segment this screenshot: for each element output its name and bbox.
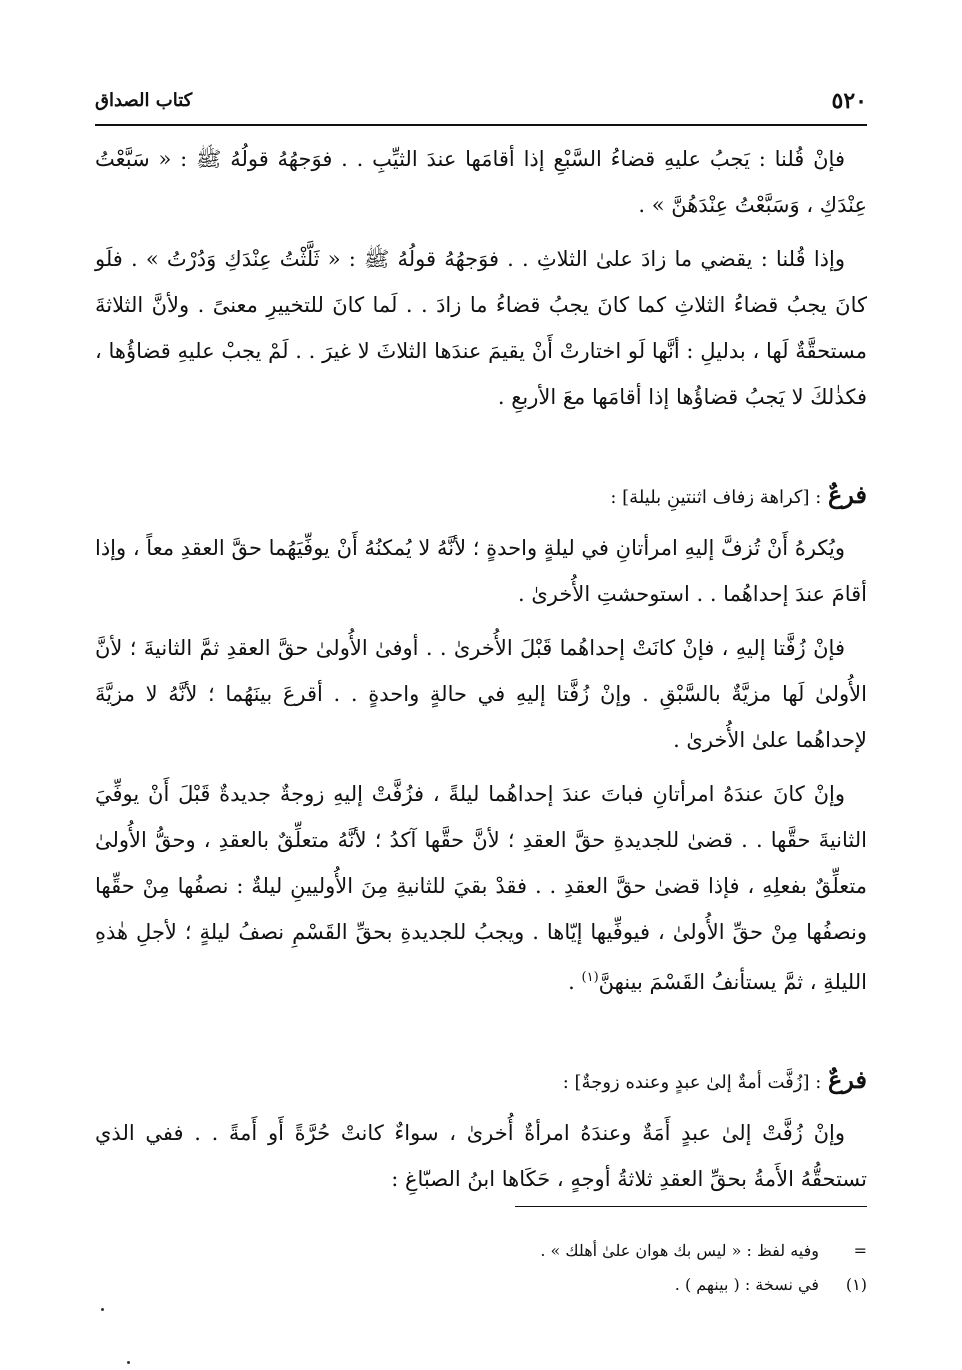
footnote-item — [95, 1234, 867, 1268]
paragraph-2: وإذا قُلنا : يقضي ما زادَ علىٰ الثلاثِ . . فوَجهُهُ قولُهُ ﷺ : « ثَلَّثْتُ عِنْدَكِ وَدُرْتُ » . فلَو كانَ يجبُ قضاءُ الثلاثِ كما كانَ يجبُ قضاءُ ما زادَ . . لَما كانَ للتخييرِ معنىً . ولأنَّ الثلاثةَ مستحقَّةٌ لَها ، بدليلِ : أنَّها لَو اختارتْ أَنْ يقيمَ عندَها الثلاثَ لا غيرَ . . لَمْ يجبْ عليهِ قضاؤُها ، فكذٰلكَ لا يَجبُ قضاؤُها إذا أقامَها معَ الأربعِ . — [95, 247, 867, 409]
footnote-item — [95, 1268, 867, 1302]
scan-speck — [101, 1308, 104, 1311]
far-label: فرعٌ — [827, 1065, 867, 1094]
footnote-text: في نسخة : ( بينهم ) . — [674, 1275, 819, 1294]
footnote-mark: (١) — [845, 1275, 867, 1294]
footnote-ref: (١) — [581, 970, 599, 985]
paragraph-3: ويُكرهُ أَنْ تُزفَّ إليهِ امرأتانِ في ليلةٍ واحدةٍ ؛ لأنَّهُ لا يُمكنُهُ أَنْ يوفِّيَهُما حقَّ العقدِ معاً ، وإذا أقامَ عندَ إحداهُما . . استوحشتِ الأُخرىٰ . — [95, 536, 867, 606]
paragraph-5-text: وإنْ كانَ عندَهُ امرأتانِ فباتَ عندَ إحداهُما ليلةً ، فزُفَّتْ إليهِ زوجةٌ جديدةٌ قَبْلَ أَنْ يوفِّيَ الثانيةَ حقَّها . . قضىٰ للجديدةِ حقَّ العقدِ ؛ لأنَّ حقَّها آكدُ ؛ لأنَّهُ متعلِّقٌ بالعقدِ ، وحقُّ الأُولىٰ متعلِّقٌ بفعلِهِ ، فإذا قضىٰ حقَّ العقدِ . . فقدْ بقيَ للثانيةِ مِنَ الأُوليينِ ليلةٌ : نصفُها مِنْ حقِّها ونصفُها مِنْ حقِّ الأُولىٰ ، فيوفِّيها إيّاها . ويجبُ للجديدةِ بحقِّ القَسْمِ نصفُ ليلةٍ ؛ لأجلِ هٰذهِ الليلةِ ، ثمَّ يستأنفُ القَسْمَ بينهنَّ — [95, 782, 867, 994]
far-label: فرعٌ — [827, 480, 867, 509]
footnote-mark: = — [853, 1241, 867, 1260]
page-header — [95, 86, 867, 122]
footnote-text: وفيه لفظ : « ليس بك هوان علىٰ أهلك » . — [540, 1241, 819, 1260]
section-heading-2 — [95, 1057, 867, 1106]
book-title: كتاب الصداق — [95, 90, 193, 111]
section-heading-1 — [95, 472, 867, 521]
section-gap — [95, 428, 867, 472]
scan-speck — [127, 1361, 130, 1364]
main-text — [95, 136, 867, 1210]
section-gap — [95, 1013, 867, 1057]
page-number: ٥٢٠ — [831, 88, 867, 114]
paragraph-1: فإنْ قُلنا : يَجبُ عليهِ قضاءُ السَّبْعِ إذا أقامَها عندَ الثيِّبِ . . فوَجهُهُ قولُهُ ﷺ : « سَبَّعْتُ عِنْدَكِ ، وَسَبَّعْتُ عِنْدَهُنَّ » . — [95, 147, 867, 217]
section-title: : [كراهة زفاف اثنتينِ بليلة] : — [610, 487, 822, 508]
paragraph-6: وإنْ زُفَّتْ إلىٰ عبدٍ أَمَةٌ وعندَهُ امرأةٌ أُخرىٰ ، سواءٌ كانتْ حُرَّةً أَو أَمةً . . ففي الذي تستحقُّهُ الأَمةُ بحقِّ العقدِ ثلاثةُ أوجهٍ ، حَكَاها ابنُ الصبّاغِ : — [95, 1121, 867, 1191]
paragraph-5: وإنْ كانَ عندَهُ امرأتانِ فباتَ عندَ إحداهُما ليلةً ، فزُفَّتْ إليهِ زوجةٌ جديدةٌ قَبْلَ أَنْ يوفِّيَ الثانيةَ حقَّها . . قضىٰ للجديدةِ حقَّ العقدِ ؛ لأنَّ حقَّها آكدُ ؛ لأنَّهُ متعلِّقٌ بالعقدِ ، وحقُّ الأُولىٰ متعلِّقٌ بفعلِهِ ، فإذا قضىٰ حقَّ العقدِ . . فقدْ بقيَ للثانيةِ مِنَ الأُوليينِ ليلةٌ : نصفُها مِنْ حقِّها ونصفُها مِنْ حقِّ الأُولىٰ ، فيوفِّيها إيّاها . ويجبُ للجديدةِ بحقِّ القَسْمِ نصفُ ليلةٍ ؛ لأجلِ هٰذهِ الليلةِ ، ثمَّ يستأنفُ القَسْمَ بينهنَّ$^{(١)}$ . — [95, 782, 867, 994]
section-title: : [زُفَّت أمةٌ إلىٰ عبدٍ وعنده زوجةٌ] : — [562, 1072, 822, 1093]
header-rule — [95, 124, 867, 126]
footnotes — [95, 1234, 867, 1302]
footnote-rule — [515, 1206, 867, 1207]
paragraph-4: فإنْ زُفَّتا إليهِ ، فإنْ كانَتْ إحداهُما قَبْلَ الأُخرىٰ . . أوفىٰ الأُولىٰ حقَّ العقدِ ثمَّ الثانيةَ ؛ لأنَّ الأُولىٰ لَها مزيَّةٌ بالسَّبْقِ . وإنْ زُفَّتا إليهِ في حالةٍ واحدةٍ . . أقرعَ بينَهُما ؛ لأنَّهُ لا مزيَّةَ لإحداهُما علىٰ الأُخرىٰ . — [95, 636, 867, 752]
